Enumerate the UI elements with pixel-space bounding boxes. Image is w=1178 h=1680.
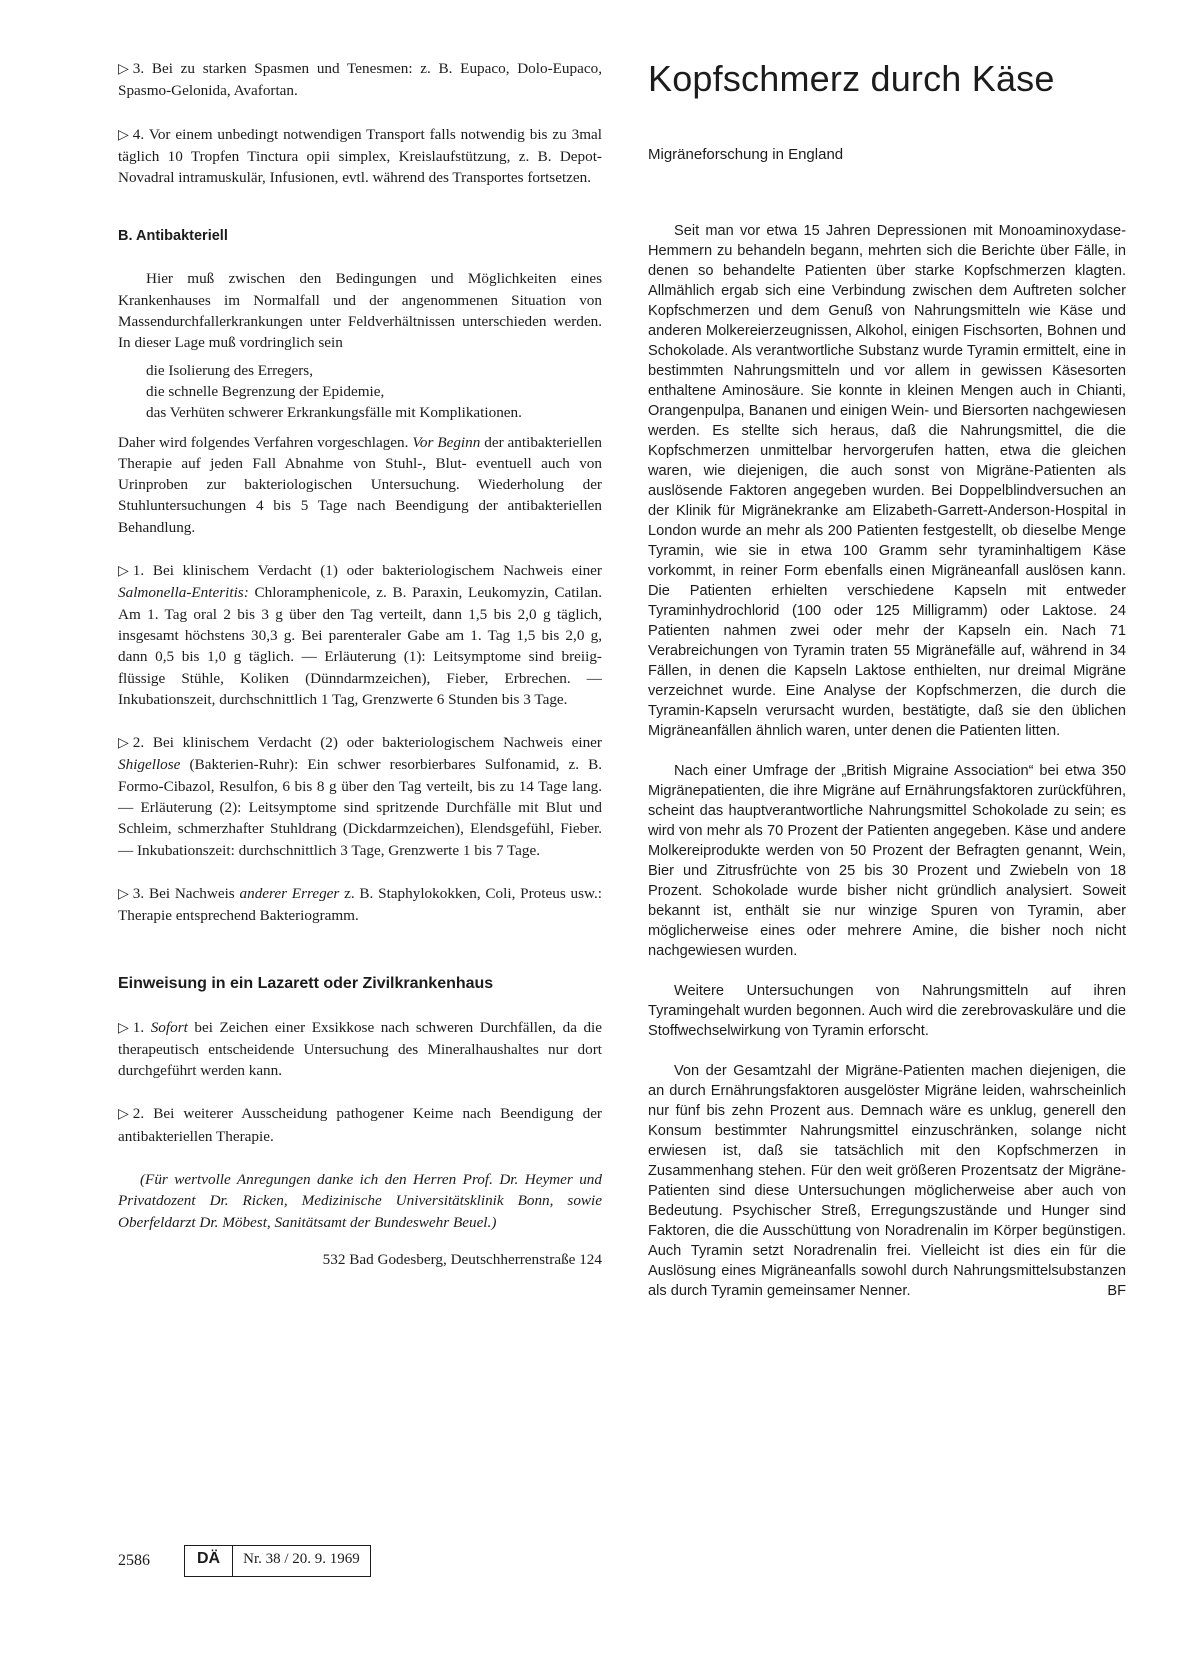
measure-item: das Verhüten schwerer Erkrankungsfälle mit Komplikationen.: [146, 404, 522, 422]
article-paragraph: Weitere Untersuchungen von Nahrungsmitteln auf ihren Tyramingehalt wurden begonnen. Auch wird die zerebrovaskuläre und die Stoffwechselwirkung von Tyramin erforscht.: [648, 983, 1126, 1039]
triangle-bullet-icon: ▷: [118, 735, 129, 752]
author-address: 532 Bad Godesberg, Deutschherrenstraße 124: [322, 1250, 602, 1268]
paragraph-shigellose: ▷ 2. Bei klinischem Verdacht (2) oder bakteriologischem Nachweis einer Shigellose (Bakterien-Ruhr): Ein schwer resorbierbares Sulfonamid, z. B. Formo-Cibazol, Resulfon, 6 bis 8 g über den Tag verteilt, bis zu 14 Tage lang. — Erläuterung (2): Leitsymptome sind spritzende Durchfälle mit Blut und Schleim, schmerzhafter Stuhldrang (Dickdarmzeichen), Elendsgefühl, Fieber. — Inkubationszeit: durchschnittlich 3 Tage, Grenzwerte 1 bis 7 Tage.: [118, 734, 602, 859]
article-paragraph: Nach einer Umfrage der „British Migraine Association“ bei etwa 350 Migränepatienten, die ihre Migräne auf Ernährungsfaktoren zurückführen, scheint das hauptverantwortliche Nahrungsmittel Schokolade zu sein; es wird von mehr als 70 Prozent der Patienten angegeben. Käse und andere Molkereiprodukte werden von 50 Prozent der Befragten genannt, Wein, Bier und Zitrusfrüchte von 25 bis 30 Prozent und Zwiebeln von 18 Prozent. Schokolade wurde bisher nicht gründlich analysiert. Soweit bekannt ist, enthält sie nur winzige Spuren von Tyramin, aber möglicherweise eines oder mehrere Amine, die bisher noch nicht nachgewiesen wurden.: [648, 763, 1126, 959]
article-paragraph: Seit man vor etwa 15 Jahren Depressionen mit Monoaminoxydase-Hemmern zu behandeln begann, mehrten sich die Berichte über Fälle, in denen so behandelte Patienten über starke Kopfschmerzen klagten. Allmählich ergab sich eine Verbindung zwischen dem Auftreten solcher Kopfschmerzen und dem Genuß von Nahrungsmitteln wie Käse und anderen Molkereierzeugnissen, Alkohol, einigen Fischsorten, Bohnen und Schokolade. Als verantwortliche Substanz wurde Tyramin ermittelt, eine in bestimmten Nahrungsmitteln und vor allem in gewissen Käsesorten enthaltene Aminosäure. Sie konnte in kleinen Mengen auch in Chianti, Orangenpulpa, Bananen und einigen Wein- und Biersorten nachgewiesen werden. Es stellte sich heraus, daß die Nahrungsmittel, die die Kopfschmerzen unmittelbar hervorgerufen hatten, etwa die gleichen waren, wie diejenigen, die auch sonst von Migräne-Patienten als auslösende Faktoren angegeben wurden. Bei Doppelblindversuchen an der Klinik für Migränekranke am Elizabeth-Garrett-Anderson-Hospital in London wurde an mehr als 200 Patienten festgestellt, ob dieselbe Menge Tyramin, wie sie in etwa 100 Gramm sehr tyraminhaltigem Käse vorkommt, in reiner Form ebenfalls einen Migräneanfall auslösen kann. Die Patienten erhielten verschiedene Kapseln mit entweder Tyraminhydrochlorid (100 oder 125 Milligramm) oder Laktose. 24 Patienten nahmen zwei oder mehr der Kapseln ein. Nach 71 Verabreichungen von Tyramin traten 55 Migränefälle auf, während in 34 Fällen, in denen die Kapseln Laktose enthielten, nur dreimal Migräne verzeichnet wurde. Eine Analyse der Kopfschmerzen, die durch die Tyramin-Kapseln verursacht wurden, bestätigte, daß sie den üblichen Migräneanfällen ähnlich waren, unter denen die Patienten litten.: [648, 223, 1126, 739]
paragraph-sofort: ▷ 1. Sofort bei Zeichen einer Exsikkose nach schweren Durchfällen, da die therapeutisch entscheidende Untersuchung des Mineralhaushaltes nur dort durchgeführt werden kann.: [118, 1018, 603, 1080]
section-heading-einweisung: Einweisung in ein Lazarett oder Zivilkrankenhaus: [118, 974, 494, 992]
paragraph-intro: Hier muß zwischen den Bedingungen und Möglichkeiten eines Krankenhauses im Normalfall und der angenommenen Situation von Massendurchfallerkrankungen unter Feldverhältnissen unterschieden werden. In dieser Lage muß vordringlich sein: [118, 270, 602, 352]
right-column: [648, 58, 1126, 1321]
journal-logo: DÄ: [185, 1546, 233, 1576]
article-kicker: Migräneforschung in England: [648, 146, 844, 163]
paragraph-spasmen: ▷ 3. Bei zu starken Spasmen und Tenesmen: z. B. Eupaco, Dolo-Eupaco, Spasmo-Gelonida, Avafortan.: [118, 60, 602, 100]
left-column: [118, 58, 602, 1270]
triangle-bullet-icon: ▷: [118, 126, 129, 143]
triangle-bullet-icon: ▷: [118, 885, 129, 902]
page-number: 2586: [118, 1552, 150, 1569]
acknowledgement: (Für wertvolle Anregungen danke ich den Herren Prof. Dr. Heymer und Privatdozent Dr. Ricken, Medizinische Universitätsklinik Bonn, sowie Oberfeldarzt Dr. Möbest, Sanitätsamt der Bundeswehr Beuel.): [118, 1170, 602, 1231]
issue-info: Nr. 38 / 20. 9. 1969: [243, 1551, 360, 1567]
measures-list: [118, 360, 602, 424]
paragraph-keime: ▷ 2. Bei weiterer Ausscheidung pathogener Keime nach Beendigung der antibakteriellen Therapie.: [118, 1105, 602, 1145]
triangle-bullet-icon: ▷: [118, 1019, 129, 1036]
paragraph-salmonella: ▷ 1. Bei klinischem Verdacht (1) oder bakteriologischem Nachweis einer Salmonella-Enteritis: Chloramphenicole, z. B. Paraxin, Leukomyzin, Catilan. Am 1. Tag oral 2 bis 3 g über den Tag verteilt, dann 1,5 bis 2,0 g täglich, insgesamt höchstens 30,3 g. Bei parenteraler Gabe am 1. Tag 1,5 bis 2,0 g, dann 0,5 bis 1,0 g täglich. — Erläuterung (1): Leitsymptome sind breiig-flüssige Stühle, Koliken (Dünndarmzeichen), Fieber, Erbrechen. — Inkubationszeit, durchschnittlich 1 Tag, Grenzwerte 6 Stunden bis 3 Tage.: [118, 562, 603, 708]
author-signature: BF: [1107, 1283, 1126, 1299]
article-paragraph-final: Von der Gesamtzahl der Migräne-Patienten machen diejenigen, die an durch Ernährungsfaktoren ausgelöster Migräne leiden, wahrscheinlich nur fünf bis zehn Prozent aus. Demnach wäre es unklug, generell den Konsum bestimmter Nahrungsmittel einzuschränken, solange nicht erwiesen ist, daß sie tatsächlich mit den Kopfschmerzen in Zusammenhang stehen. Für den weit größeren Prozentsatz der Migräne-Patienten sind diese Untersuchungen möglicherweise aber auch von Bedeutung. Psychischer Streß, Erregungszustände und Hunger sind Faktoren, die die Ausschüttung von Noradrenalin im Körper begünstigen. Auch Tyramin setzt Noradrenalin frei. Vielleicht ist dies ein für die Auslösung eines Migräneanfalls sowohl durch Nahrungsmittelsubstanzen als durch Tyramin gemeinsamer Nenner. BF: [648, 1063, 1126, 1299]
paragraph-transport: ▷ 4. Vor einem unbedingt notwendigen Transport falls notwendig bis zu 3mal täglich 10 Tropfen Tinctura opii simplex, Kreislaufstützung, z. B. Depot-Novadral intramuskulär, Infusionen, evtl. während des Transportes fortsetzen.: [118, 125, 602, 187]
journal-issue-box: [184, 1545, 371, 1577]
triangle-bullet-icon: ▷: [118, 563, 129, 580]
section-heading-antibakteriell: B. Antibakteriell: [118, 228, 228, 245]
measure-item: die schnelle Begrenzung der Epidemie,: [146, 382, 385, 400]
paragraph-verfahren: Daher wird folgendes Verfahren vorgeschlagen. Vor Beginn der antibakteriellen Therapie auf jeden Fall Abnahme von Stuhl-, Blut- eventuell auch von Urinproben zur bakteriologischen Untersuchung. Wiederholung der Stuhluntersuchungen 4 bis 5 Tage nach Beendigung der antibakteriellen Behandlung.: [118, 433, 603, 536]
triangle-bullet-icon: ▷: [118, 61, 129, 77]
article-title: Kopfschmerz durch Käse: [648, 58, 1055, 99]
measure-item: die Isolierung des Erregers,: [146, 361, 314, 379]
page-footer: [118, 1545, 371, 1577]
triangle-bullet-icon: ▷: [118, 1106, 129, 1123]
paragraph-andere-erreger: ▷ 3. Bei Nachweis anderer Erreger z. B. Staphylokokken, Coli, Proteus usw.: Therapie entsprechend Bakteriogramm.: [118, 884, 603, 925]
